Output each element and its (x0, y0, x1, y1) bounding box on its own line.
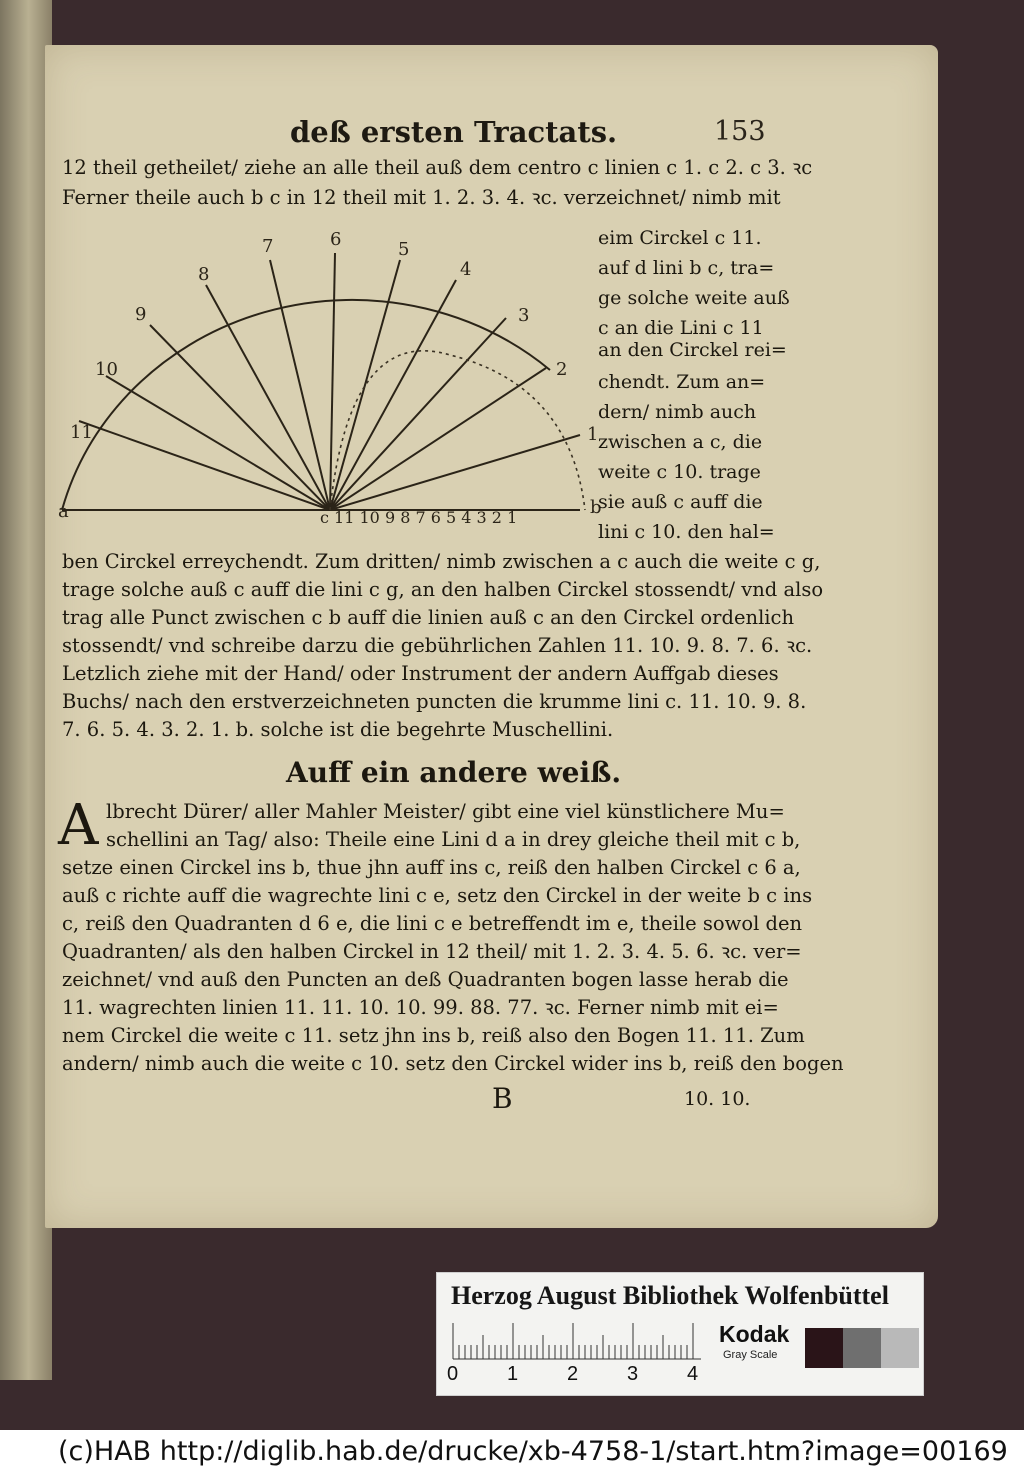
text-line: auß c richte auff die wagrechte lini c e, setz den Circkel in der weite b c ins (62, 884, 813, 907)
gray-swatch (843, 1328, 881, 1368)
side-text-line: c an die Lini c 11 (598, 317, 764, 339)
scale-number: 3 (627, 1363, 639, 1385)
label-11: 11 (70, 422, 93, 443)
gray-swatch (881, 1328, 919, 1368)
side-text-line: ge solche weite auß (598, 287, 790, 309)
label-8: 8 (198, 264, 210, 285)
scale-number: 2 (567, 1363, 579, 1385)
section-heading: Auff ein andere weiß. (286, 756, 622, 789)
ruler-scale (451, 1321, 711, 1361)
text-line: Buchs/ nach den erstverzeichneten puncten die krumme lini c. 11. 10. 9. 8. (62, 690, 807, 713)
side-text-line: dern/ nimb auch (598, 401, 757, 423)
text-line: 12 theil getheilet/ ziehe an alle theil auß dem centro c linien c 1. c 2. c 3. ꝛc (62, 156, 813, 179)
text-line: trage solche auß c auff die lini c g, an den halben Circkel stossendt/ vnd also (62, 578, 824, 601)
label-3: 3 (518, 305, 530, 326)
catchword: 10. 10. (684, 1088, 751, 1110)
side-text-line: lini c 10. den hal= (598, 521, 775, 543)
signature-mark: B (492, 1082, 513, 1115)
outer-arc (62, 300, 550, 510)
label-9: 9 (135, 304, 147, 325)
base-scale-labels: c 11 10 9 8 7 6 5 4 3 2 1 (320, 508, 518, 527)
label-2: 2 (556, 359, 568, 380)
text-line: setze einen Circkel ins b, thue jhn auff ins c, reiß den halben Circkel c 6 a, (62, 856, 801, 879)
text-line: ben Circkel erreychendt. Zum dritten/ nimb zwischen a c auch die weite c g, (62, 550, 821, 573)
scale-number: 1 (507, 1363, 519, 1385)
ray (330, 253, 335, 510)
drop-capital: A (58, 793, 99, 858)
running-head: deß ersten Tractats. (290, 115, 618, 149)
page-number: 153 (714, 116, 766, 147)
side-text-line: an den Circkel rei= (598, 339, 787, 361)
gray-swatch (805, 1328, 843, 1368)
scale-number: 0 (447, 1363, 459, 1385)
text-line: zeichnet/ vnd auß den Puncten an deß Quadranten bogen lasse herab die (62, 968, 789, 991)
gray-swatch (919, 1328, 921, 1368)
label-7: 7 (262, 236, 274, 257)
side-text-line: weite c 10. trage (598, 461, 761, 483)
text-line: c, reiß den Quadranten d 6 e, die lini c e betreffendt im e, theile sowol den (62, 912, 803, 935)
shell-curve-figure (50, 225, 610, 530)
ray (206, 285, 330, 510)
label-1: 1 (587, 424, 599, 445)
label-4: 4 (460, 259, 472, 280)
text-line: stossendt/ vnd schreibe darzu die gebührlichen Zahlen 11. 10. 9. 8. 7. 6. ꝛc. (62, 634, 813, 657)
side-text-line: sie auß c auff die (598, 491, 763, 513)
text-line: lbrecht Dürer/ aller Mahler Meister/ gibt eine viel künstlichere Mu= (106, 800, 785, 823)
copyright-url-footer: (c)HAB http://diglib.hab.de/drucke/xb-4758-1/start.htm?image=00169 (0, 1430, 1024, 1473)
color-calibration-card (436, 1272, 924, 1396)
text-line: nem Circkel die weite c 11. setz jhn ins b, reiß also den Bogen 11. 11. Zum (62, 1024, 805, 1047)
text-line: andern/ nimb auch die weite c 10. setz den Circkel wider ins b, reiß den bogen (62, 1052, 844, 1075)
scale-number: 4 (687, 1363, 699, 1385)
label-6: 6 (330, 229, 342, 250)
gray-scale-label: Gray Scale (723, 1349, 778, 1361)
text-line: trag alle Punct zwischen c b auff die linien auß c an den Circkel ordenlich (62, 606, 795, 629)
label-10: 10 (95, 359, 118, 380)
side-text-line: auf d lini b c, tra= (598, 257, 775, 279)
kodak-logo: Kodak (719, 1321, 790, 1347)
text-line: Letzlich ziehe mit der Hand/ oder Instrument der andern Auffgab dieses (62, 662, 779, 685)
side-text-line: eim Circkel c 11. (598, 227, 762, 249)
point-a: a (58, 501, 69, 522)
ray (330, 368, 546, 510)
ray (330, 280, 456, 510)
text-line: 11. wagrechten linien 11. 11. 10. 10. 99. 88. 77. ꝛc. Ferner nimb mit ei= (62, 996, 779, 1019)
library-name: Herzog August Bibliothek Wolfenbüttel (451, 1281, 889, 1310)
ray (270, 260, 330, 510)
point-b: b (590, 497, 602, 518)
text-line: Ferner theile auch b c in 12 theil mit 1. 2. 3. 4. ꝛc. verzeichnet/ nimb mit (62, 186, 781, 209)
side-text-line: zwischen a c, die (598, 431, 763, 453)
text-line: 7. 6. 5. 4. 3. 2. 1. b. solche ist die begehrte Muschellini. (62, 718, 614, 741)
ray (330, 435, 580, 510)
text-line: Quadranten/ als den halben Circkel in 12 theil/ mit 1. 2. 3. 4. 5. 6. ꝛc. ver= (62, 940, 802, 963)
text-line: schellini an Tag/ also: Theile eine Lini d a in drey gleiche theil mit c b, (106, 828, 801, 851)
label-5: 5 (398, 239, 410, 260)
side-text-line: chendt. Zum an= (598, 371, 766, 393)
